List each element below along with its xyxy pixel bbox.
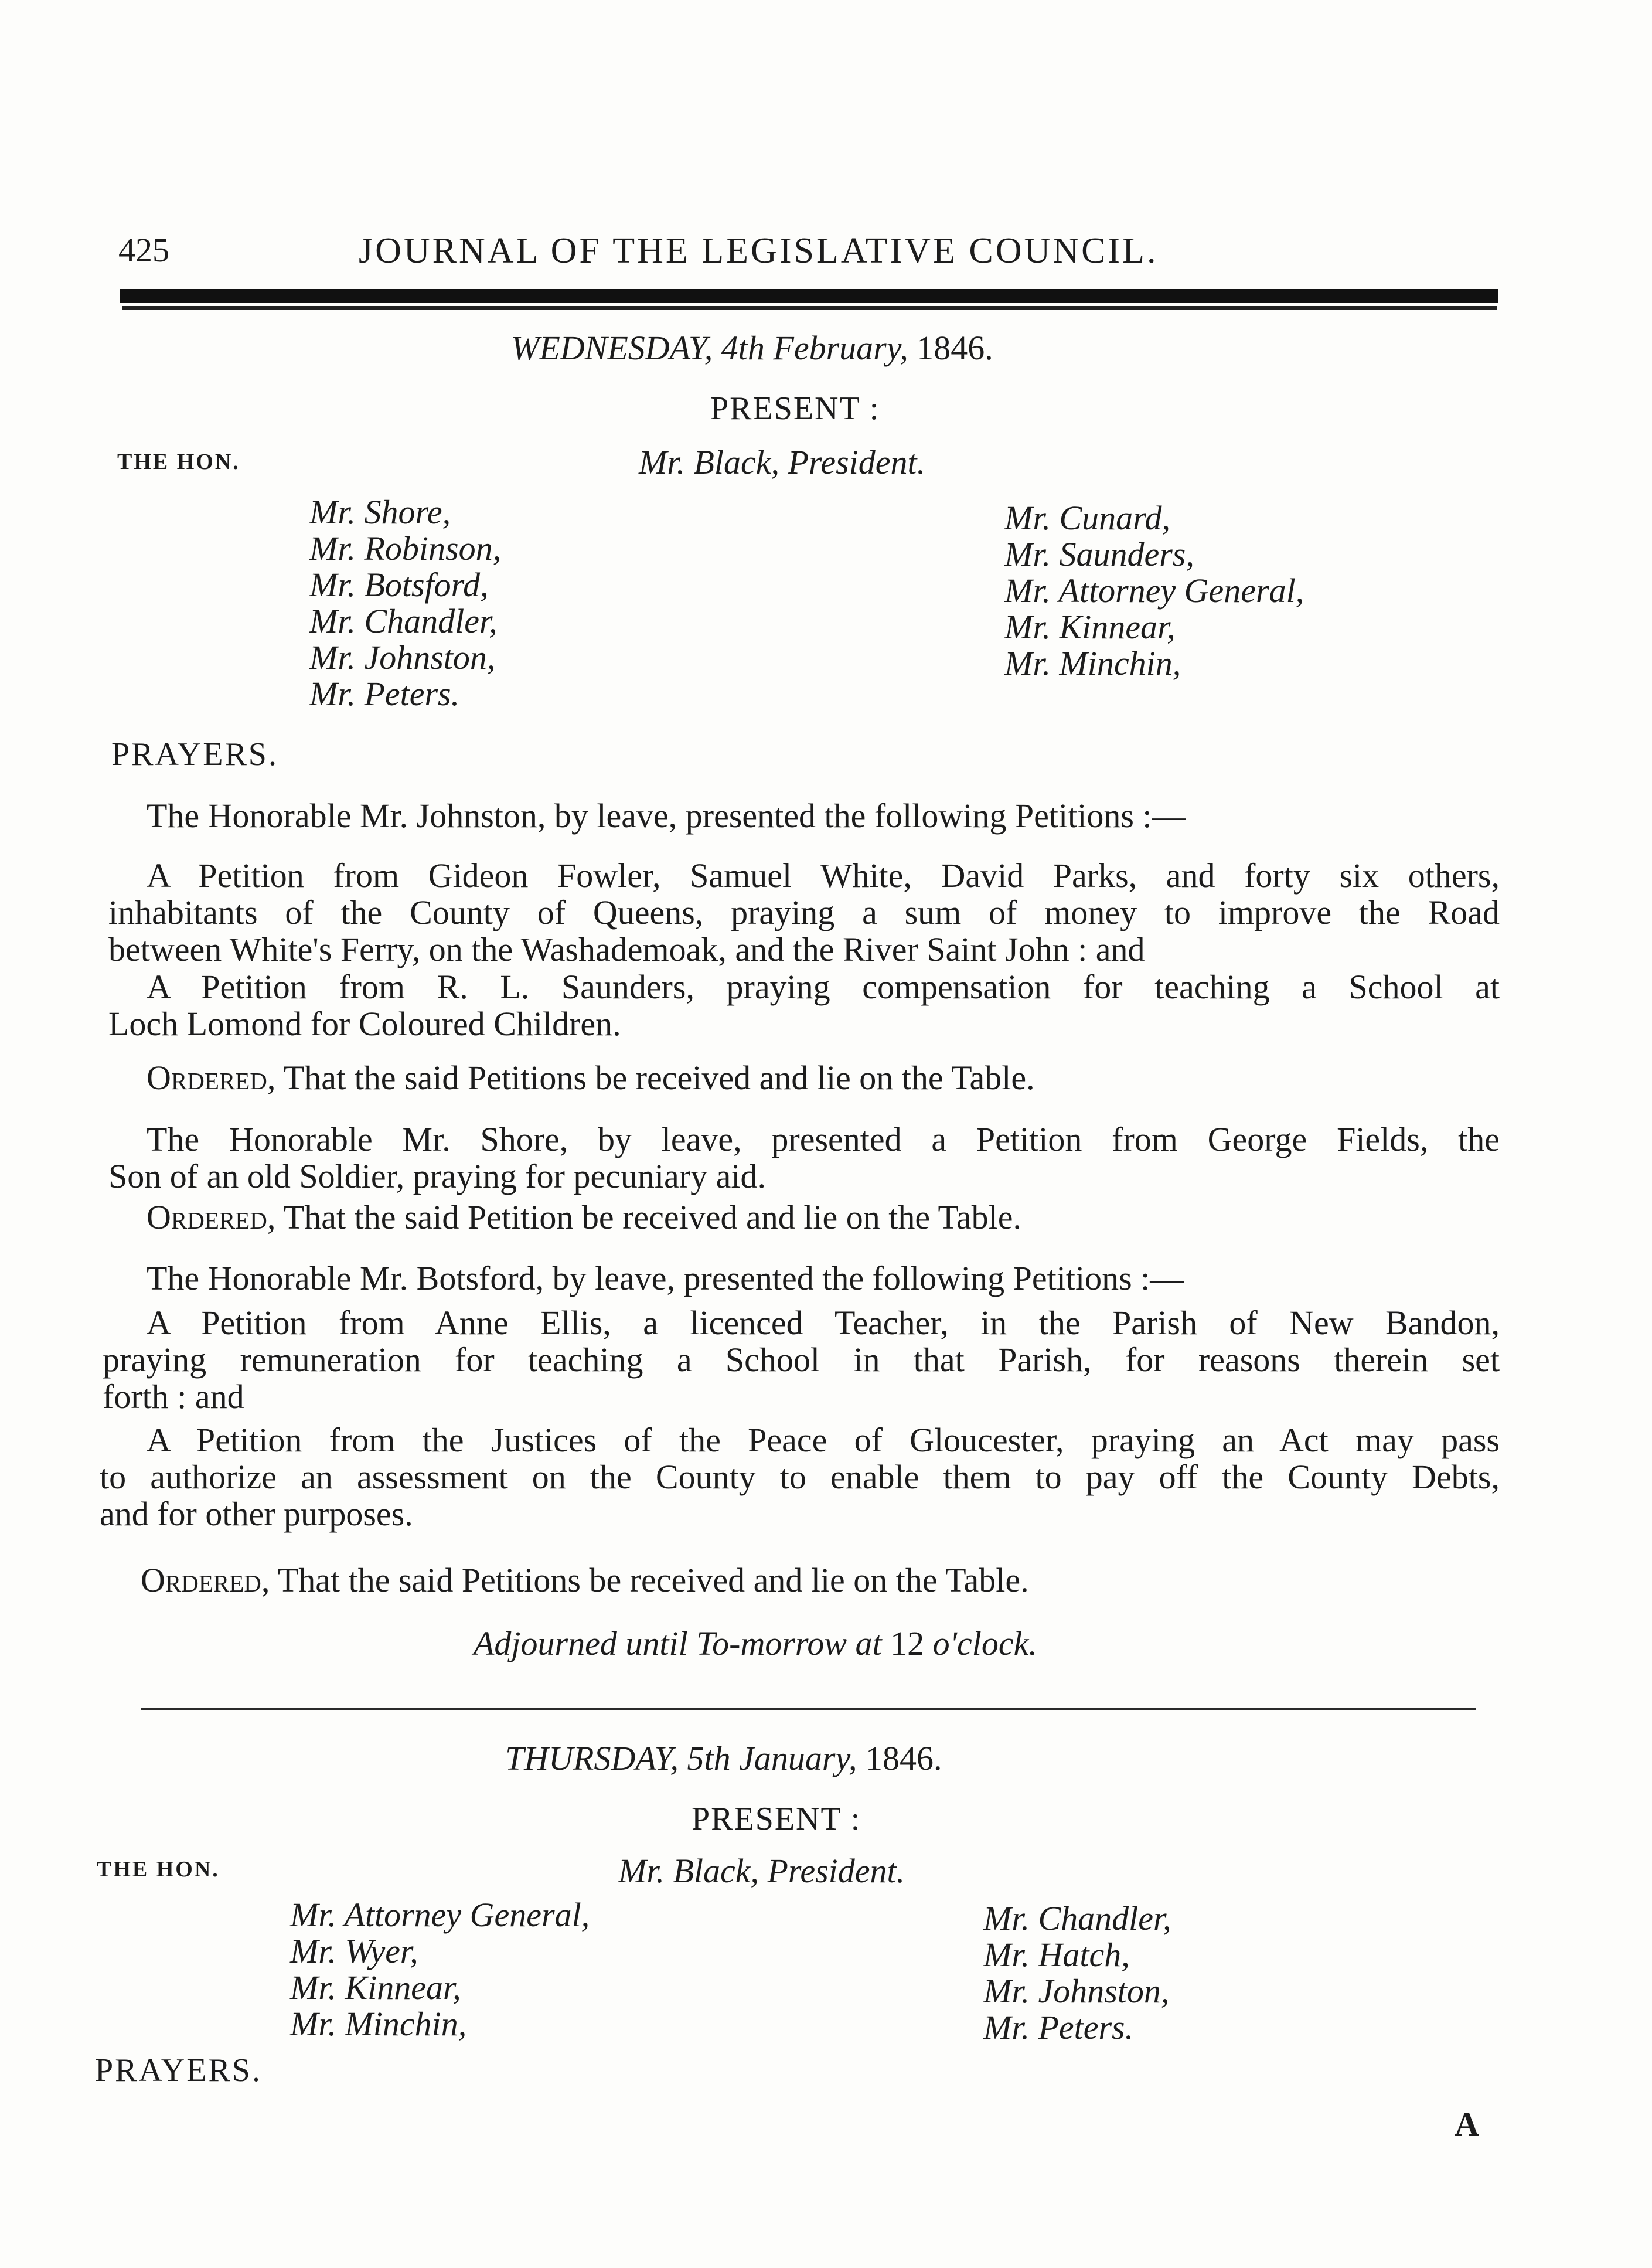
session1-hon-label: THE HON. [117, 450, 240, 474]
adjourn-text: Adjourned until To-morrow at [474, 1624, 882, 1662]
session2-day: THURSDAY, [505, 1739, 679, 1777]
text-line: and for other purposes. [100, 1495, 413, 1533]
ordered-text: That the said Petitions be received and lie on the Table. [283, 1059, 1035, 1097]
ordered-label: Ordered, [141, 1561, 270, 1599]
session2-year: 1846. [866, 1739, 942, 1777]
session2-members-right [983, 1900, 1171, 2046]
para-botsford-petitions: The Honorable Mr. Botsford, by leave, presented the following Petitions :— [147, 1259, 1184, 1297]
text-line: A Petition from Anne Ellis, a licenced Teacher, in the Parish of New Bandon, [147, 1304, 1500, 1342]
text-line: to authorize an assessment on the County to enable them to pay off the County Debts, [100, 1458, 1500, 1496]
text-line: between White's Ferry, on the Washademoak, and the River Saint John : and [108, 930, 1145, 968]
para-johnston-petitions: The Honorable Mr. Johnston, by leave, presented the following Petitions :— [147, 797, 1186, 835]
para-fowler-petition [108, 857, 1500, 968]
member-name: Mr. Minchin, [290, 2005, 467, 2043]
para-shore-petition [108, 1121, 1500, 1195]
session2-members-left [290, 1897, 590, 2042]
member-name: Mr. Wyer, [290, 1932, 418, 1970]
adjourn-clock: o'clock. [932, 1624, 1037, 1662]
ordered-3 [141, 1560, 1029, 1600]
member-name: Mr. Peters. [983, 2008, 1134, 2046]
session2-present-heading: PRESENT : [692, 1801, 861, 1837]
ordered-text: That the said Petition be received and lie on the Table. [283, 1198, 1022, 1236]
member-name: Mr. Robinson, [309, 529, 502, 567]
adjournment-note [474, 1624, 1037, 1663]
member-name: Mr. Chandler, [309, 602, 498, 640]
member-name: Mr. Chandler, [983, 1899, 1171, 1937]
text-line: The Honorable Mr. Shore, by leave, presented a Petition from George Fields, the [147, 1120, 1500, 1158]
member-name: Mr. Shore, [309, 493, 451, 531]
session2-prayers: PRAYERS. [95, 2052, 262, 2089]
session1-present-heading: PRESENT : [710, 390, 880, 427]
session1-members-right [1004, 500, 1304, 682]
text-line: Son of an old Soldier, praying for pecuniary aid. [108, 1157, 766, 1195]
member-name: Mr. Hatch, [983, 1936, 1130, 1974]
member-name: Mr. Johnston, [983, 1972, 1170, 2010]
running-title: JOURNAL OF THE LEGISLATIVE COUNCIL. [359, 231, 1159, 271]
text-line: praying remuneration for teaching a School in that Parish, for reasons therein set [103, 1341, 1500, 1379]
member-name: Mr. Minchin, [1004, 644, 1181, 682]
text-line: forth : and [103, 1378, 244, 1416]
session1-members-left [309, 494, 501, 712]
session1-prayers: PRAYERS. [111, 736, 278, 773]
session-divider-rule [141, 1708, 1476, 1710]
signature-mark: A [1455, 2105, 1479, 2143]
member-name: Mr. Botsford, [309, 566, 489, 604]
session2-date [505, 1739, 942, 1778]
text-line: A Petition from R. L. Saunders, praying compensation for teaching a School at [147, 968, 1500, 1006]
member-name: Mr. Peters. [309, 675, 460, 713]
ordered-label: Ordered, [147, 1059, 276, 1097]
page-number: 425 [118, 231, 169, 269]
session2-hon-label: THE HON. [97, 1857, 220, 1882]
text-line: A Petition from the Justices of the Peace of Gloucester, praying an Act may pass [147, 1421, 1500, 1459]
member-name: Mr. Kinnear, [1004, 608, 1176, 646]
session1-date [511, 328, 993, 368]
para-ellis-petition [103, 1304, 1500, 1415]
member-name: Mr. Johnston, [309, 638, 496, 676]
session1-day: WEDNESDAY, [511, 329, 713, 367]
member-name: Mr. Cunard, [1004, 499, 1171, 537]
session2-president: Mr. Black, President. [618, 1852, 905, 1890]
member-name: Mr. Saunders, [1004, 535, 1194, 573]
para-saunders-petition [108, 968, 1500, 1042]
session1-president: Mr. Black, President. [639, 443, 926, 481]
text-line: inhabitants of the County of Queens, praying a sum of money to improve the Road [108, 893, 1500, 931]
header-rule [120, 289, 1498, 306]
ordered-text: That the said Petitions be received and lie on the Table. [277, 1561, 1029, 1599]
member-name: Mr. Attorney General, [290, 1896, 590, 1934]
member-name: Mr. Kinnear, [290, 1968, 461, 2007]
adjourn-hour: 12 [890, 1624, 925, 1662]
para-gloucester-petition [100, 1422, 1500, 1532]
text-line: Loch Lomond for Coloured Children. [108, 1005, 621, 1043]
member-name: Mr. Attorney General, [1004, 572, 1304, 610]
session2-date-rest: 5th January, [687, 1739, 857, 1777]
session1-date-rest: 4th February, [721, 329, 908, 367]
ordered-2 [147, 1198, 1021, 1237]
ordered-label: Ordered, [147, 1198, 276, 1236]
text-line: A Petition from Gideon Fowler, Samuel White, David Parks, and forty six others, [147, 856, 1500, 895]
ordered-1 [147, 1058, 1035, 1097]
session1-year: 1846. [917, 329, 993, 367]
